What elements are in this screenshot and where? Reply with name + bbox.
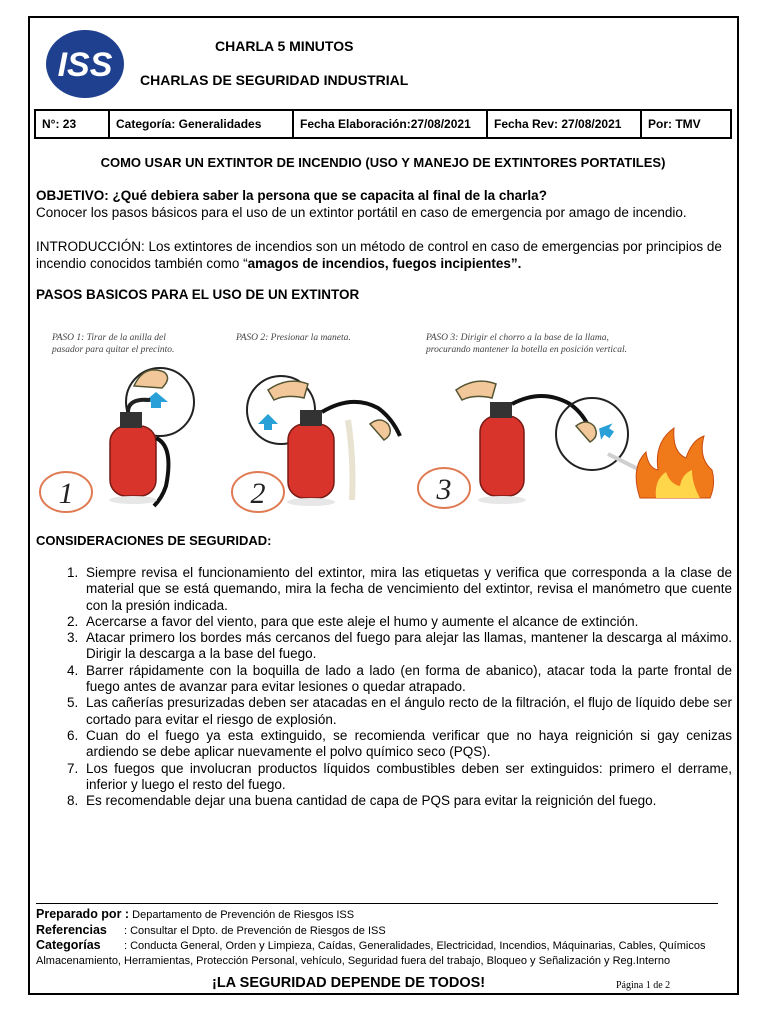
- info-table: [34, 109, 732, 139]
- list-item: 3. Atacar primero los bordes más cercanos del fuego para alejar las llamas, mantener la descarga al máximo. Dirigir la descarga a la base del fuego.: [82, 630, 732, 663]
- step-2-hand-icon: [268, 381, 308, 400]
- step-2-caption-line1: PASO 2: Presionar la maneta.: [236, 333, 351, 343]
- list-item: 1. Siempre revisa el funcionamiento del extintor, mira las etiquetas y verifica que corresponda a la clase de material que se está quemando, mira la fecha de vencimiento del extintor, revisa el manómetro que cuente con la presión indicada.: [82, 565, 732, 614]
- step-1-caption-line1: PASO 1: Tirar de la anilla del: [52, 333, 166, 343]
- consideraciones-list: [36, 565, 732, 809]
- footer-divider: [36, 903, 718, 904]
- footer-categorias: [36, 938, 736, 968]
- step-2: [232, 333, 400, 512]
- step-3-extinguisher-icon: [480, 416, 524, 496]
- step-2-number: 2: [250, 477, 266, 510]
- list-item: 6. Cuan do el fuego ya esta extinguido, se recomienda verificar que no haya reignición si gay cenizas ardiendo se debe aplicar nuevamente el polvo químico seco (PQS).: [82, 728, 732, 761]
- slogan: ¡LA SEGURIDAD DEPENDE DE TODOS!: [212, 975, 486, 991]
- step-3-hand-icon: [456, 381, 496, 400]
- categorias-value: : Conducta General, Orden y Limpieza, Caídas, Generalidades, Electricidad, Incendios, Máquinarias, Cables, Químicos Almacenamiento, Herramientas, Protección Personal, vehículo, Seguridad fuera del trabajo, Bloqueo y Señalización y Reg.Interno: [36, 940, 706, 967]
- step-2-extinguisher-icon: [288, 424, 334, 498]
- step-1-caption-line2: pasador para quitar el precinto.: [52, 345, 175, 355]
- list-item: 5. Las cañerías presurizadas deben ser atacadas en el ángulo recto de la filtración, el flujo de líquido debe ser cortado para evitar el riesgo de explosión.: [82, 695, 732, 728]
- info-numero: N°: 23: [35, 110, 109, 138]
- iss-logo: [44, 28, 126, 100]
- list-item: 2. Acercarse a favor del viento, para que este aleje el humo y aumente el alcance de extinción.: [82, 614, 732, 630]
- info-fecha-revision: Fecha Rev: 27/08/2021: [487, 110, 641, 138]
- introduccion: [36, 238, 730, 272]
- logo-text: ISS: [57, 46, 113, 84]
- intro-text: INTRODUCCIÓN: Los extintores de incendios son un método de control en caso de emergencias por principios de incendio conocidos también como “: [36, 239, 722, 271]
- step-3-number: 3: [436, 473, 452, 506]
- list-item: 4. Barrer rápidamente con la boquilla de lado a lado (en forma de abanico), atacar toda la parte frontal de fuego antes de avanzar para evitar lesiones o quedar atrapado.: [82, 663, 732, 696]
- footer-referencias: [36, 923, 736, 939]
- page-number: Página 1 de 2: [616, 980, 671, 991]
- info-fecha-elaboracion: Fecha Elaboración:27/08/2021: [293, 110, 487, 138]
- step-3-caption-line1: PASO 3: Dirigir el chorro a la base de la llama,: [426, 333, 609, 343]
- step-1-number: 1: [58, 477, 74, 510]
- header-subtitle: CHARLAS DE SEGURIDAD INDUSTRIAL: [140, 72, 409, 88]
- info-categoria: Categoría: Generalidades: [109, 110, 293, 138]
- steps-illustration: [36, 320, 730, 516]
- step-2-arrow-up-icon: [258, 414, 278, 430]
- step-1: [40, 333, 194, 512]
- step-3-caption-line2: procurando mantener la botella en posición vertical.: [426, 345, 627, 355]
- referencias-value: : Consultar el Dpto. de Prevención de Riesgos de ISS: [124, 924, 386, 937]
- step-1-extinguisher-icon: [110, 426, 156, 496]
- info-por: Por: TMV: [641, 110, 731, 138]
- pasos-heading: PASOS BASICOS PARA EL USO DE UN EXTINTOR: [36, 287, 360, 302]
- step-3-arrow-icon: [594, 419, 617, 443]
- list-item: 7. Los fuegos que involucran productos líquidos combustibles deben ser extinguidos: primero el derrame, inferior y luego el resto del fuego.: [82, 761, 732, 794]
- footer-preparado: [36, 907, 736, 923]
- categorias-label: Categorías: [36, 938, 101, 952]
- preparado-label: Preparado por :: [36, 907, 130, 921]
- footer-info: [36, 907, 736, 968]
- step-3: [418, 333, 714, 508]
- consideraciones-heading: CONSIDERACIONES DE SEGURIDAD:: [36, 533, 272, 548]
- main-title: COMO USAR UN EXTINTOR DE INCENDIO (USO Y MANEJO DE EXTINTORES PORTATILES): [100, 155, 666, 170]
- objetivo-text: Conocer los pasos básicos para el uso de un extintor portátil en caso de emergencia por amago de incendio.: [36, 205, 687, 220]
- step-1-hand-icon: [134, 370, 168, 388]
- list-item: 8. Es recomendable dejar una buena cantidad de capa de PQS para evitar la reignición del fuego.: [82, 793, 732, 809]
- intro-bold: amagos de incendios, fuegos incipientes”.: [247, 256, 522, 271]
- referencias-label: Referencias: [36, 922, 107, 937]
- objetivo-question: OBJETIVO: ¿Qué debiera saber la persona que se capacita al final de la charla?: [36, 188, 547, 203]
- header-title: CHARLA 5 MINUTOS: [215, 38, 354, 54]
- preparado-value: Departamento de Prevención de Riesgos ISS: [132, 909, 355, 921]
